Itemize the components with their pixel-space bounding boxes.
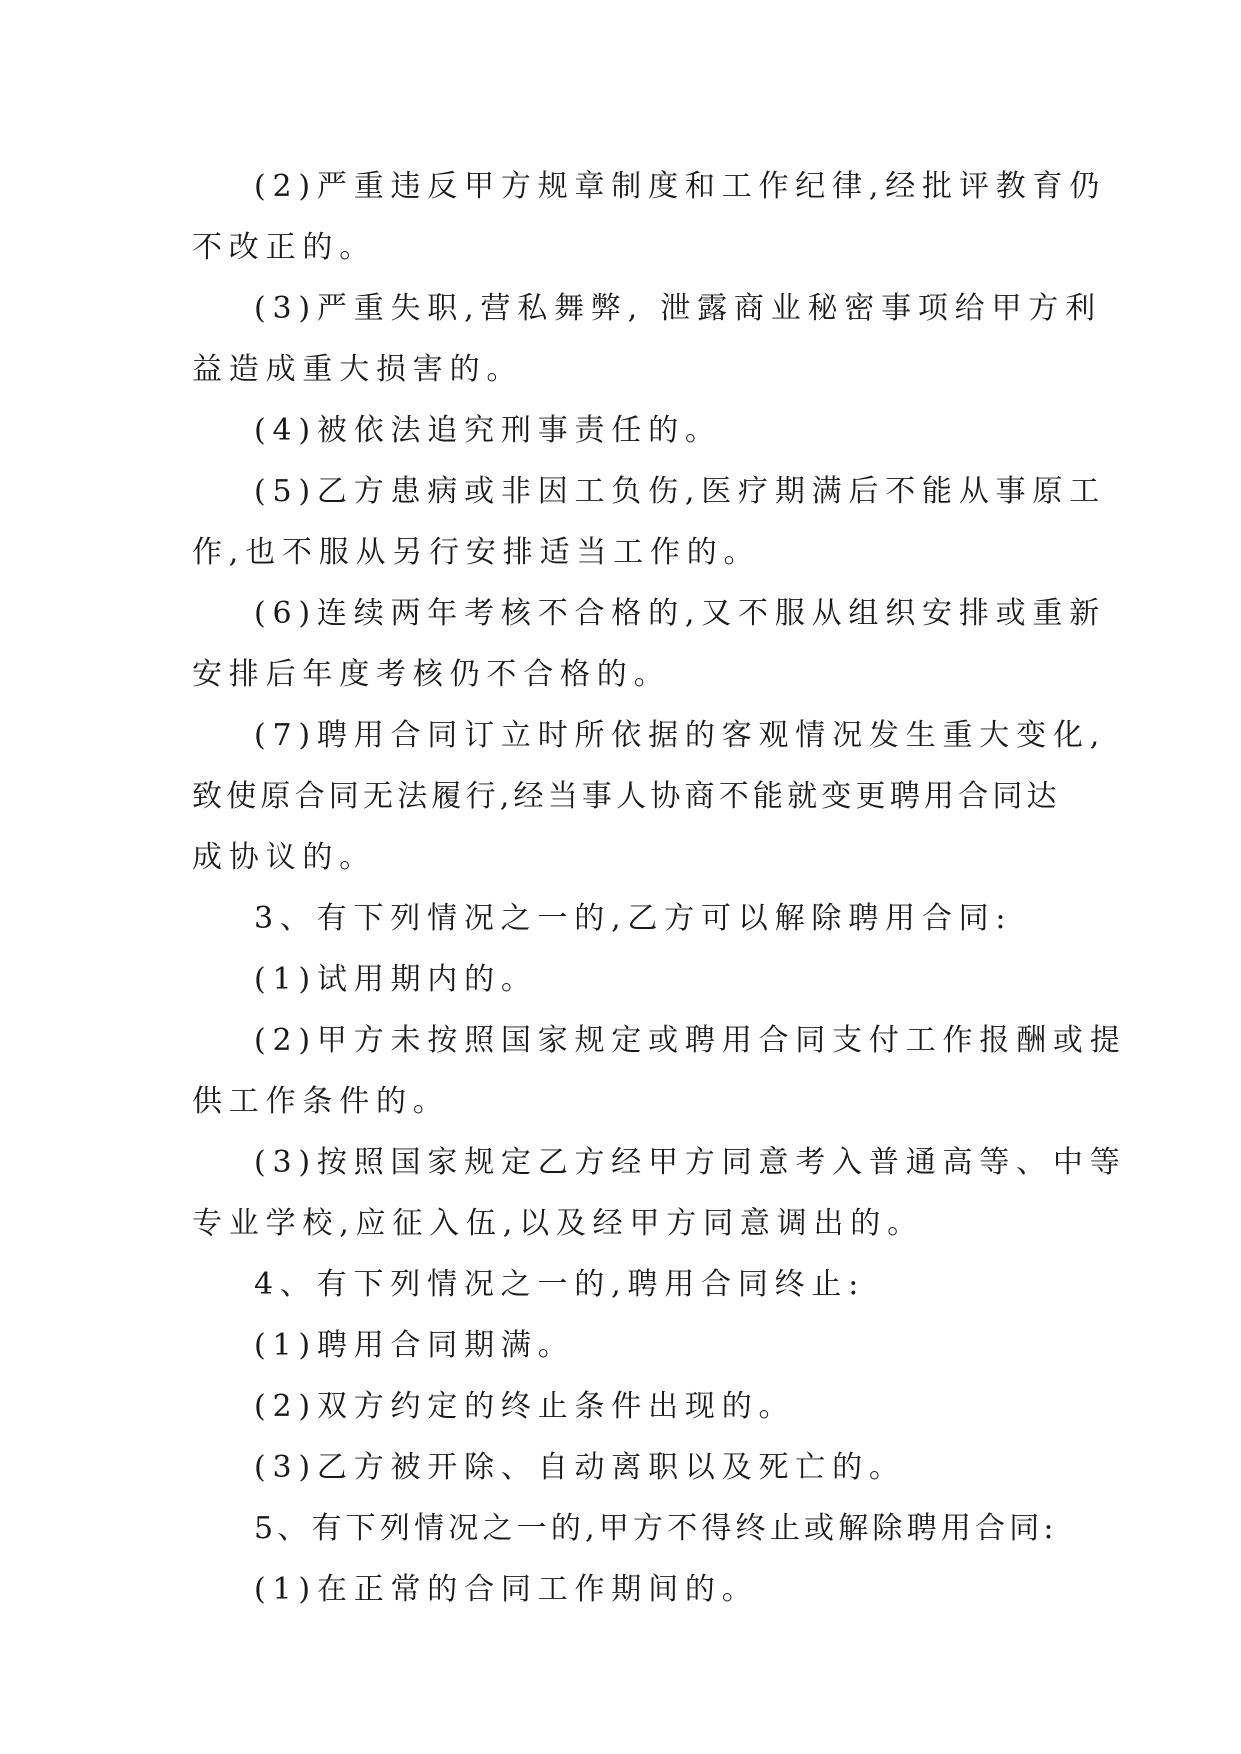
section-heading-line: 5、有下列情况之一的,甲方不得终止或解除聘用合同:	[254, 1511, 1058, 1546]
paragraph-line: (2)双方约定的终止条件出现的。	[254, 1389, 796, 1424]
paragraph-line: (3)乙方被开除、自动离职以及死亡的。	[254, 1450, 906, 1485]
section-heading-line: 4、有下列情况之一的,聘用合同终止:	[254, 1267, 866, 1302]
paragraph-line: (2)严重违反甲方规章制度和工作纪律,经批评教育仍	[254, 169, 1107, 204]
paragraph-line: (4)被依法追究刑事责任的。	[254, 413, 722, 448]
paragraph-line: (6)连续两年考核不合格的,又不服从组织安排或重新	[254, 596, 1107, 631]
paragraph-line: 安排后年度考核仍不合格的。	[192, 657, 671, 692]
document-body	[192, 156, 1127, 1620]
paragraph-line: (3)按照国家规定乙方经甲方同意考入普通高等、中等	[254, 1145, 1127, 1180]
paragraph-line: 致使原合同无法履行,经当事人协商不能就变更聘用合同达	[192, 779, 1061, 814]
paragraph-line: 作,也不服从另行安排适当工作的。	[192, 535, 761, 570]
paragraph-line: (7)聘用合同订立时所依据的客观情况发生重大变化,	[254, 718, 1107, 753]
paragraph-line: (1)在正常的合同工作期间的。	[254, 1572, 759, 1607]
paragraph-line: 供工作条件的。	[192, 1084, 450, 1119]
paragraph-line: 成协议的。	[192, 840, 376, 875]
paragraph-line: 专业学校,应征入伍,以及经甲方同意调出的。	[192, 1206, 924, 1241]
section-heading-line: 3、有下列情况之一的,乙方可以解除聘用合同:	[254, 901, 1013, 936]
paragraph-line: (3)严重失职,营私舞弊, 泄露商业秘密事项给甲方利	[254, 291, 1102, 326]
paragraph-line: 不改正的。	[192, 230, 376, 265]
paragraph-line: (1)试用期内的。	[254, 962, 538, 997]
paragraph-line: (5)乙方患病或非因工负伤,医疗期满后不能从事原工	[254, 474, 1107, 509]
paragraph-line: 益造成重大损害的。	[192, 352, 524, 387]
paragraph-line: (2)甲方未按照国家规定或聘用合同支付工作报酬或提	[254, 1023, 1127, 1058]
paragraph-line: (1)聘用合同期满。	[254, 1328, 575, 1363]
